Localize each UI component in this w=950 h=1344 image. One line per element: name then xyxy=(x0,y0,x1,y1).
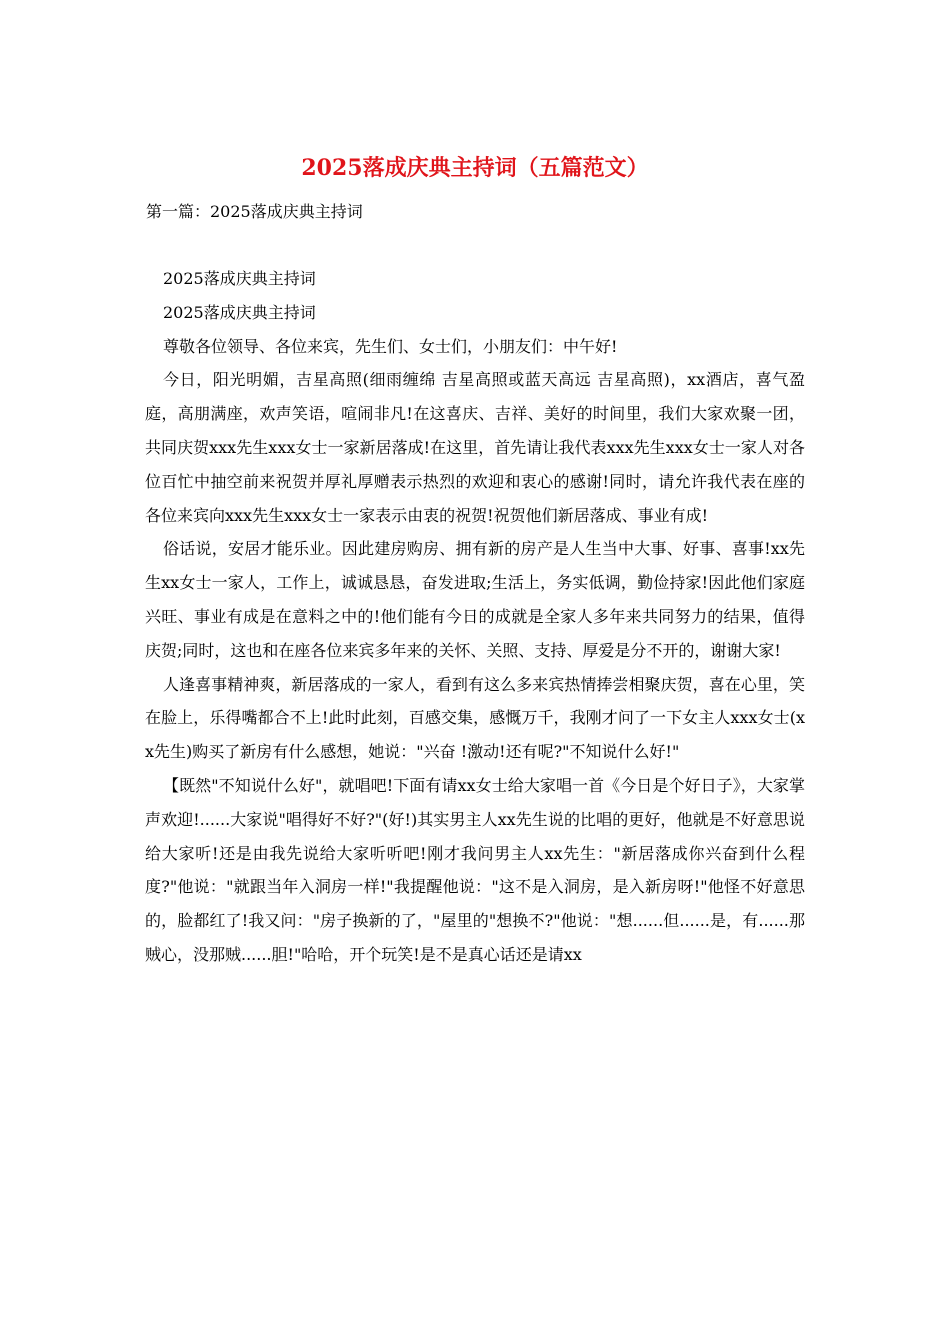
section-heading: 第一篇：2025落成庆典主持词 xyxy=(146,202,363,221)
document-title: 2025落成庆典主持词（五篇范文） xyxy=(301,155,649,181)
paragraph-song: 【既然"不知说什么好"，就唱吧!下面有请xx女士给大家唱一首《今日是个好日子》，大家掌声欢迎!......大家说"唱得好不好?"(好!)其实男主人xx先生说的比唱的更好，他就是不好意思说给大家听!还是由我先说给大家听听吧!刚才我问男主人xx先生："新居落成你兴奋到什么程度?"他说："就跟当年入洞房一样!"我提醒他说："这不是入洞房，是入新房呀!"他怪不好意思的，脸都红了!我又问："房子换新的了，"屋里的"想换不?"他说："想......但......是，有......那贼心，没那贼......胆!"哈哈，开个玩笑!是不是真心话还是请xx xyxy=(145,775,805,964)
paragraph-subtitle-2: 2025落成庆典主持词 xyxy=(163,302,316,322)
paragraph-proverb: 俗话说，安居才能乐业。因此建房购房、拥有新的房产是人生当中大事、好事、喜事!xx先生xx女士一家人，工作上，诚诚恳恳，奋发进取;生活上，务实低调，勤俭持家!因此他们家庭兴旺、事业有成是在意料之中的!他们能有今日的成就是全家人多年来共同努力的结果，值得庆贺;同时，这也和在座各位来宾多年来的关怀、关照、支持、厚爱是分不开的，谢谢大家! xyxy=(145,539,805,660)
paragraph-opening: 今日，阳光明媚，吉星高照(细雨缠绵 吉星高照或蓝天高远 吉星高照)，xx酒店，喜气盈庭，高朋满座，欢声笑语，喧闹非凡!在这喜庆、吉祥、美好的时间里，我们大家欢聚一团，共同庆贺xxx先生xxx女士一家新居落成!在这里，首先请让我代表xxx先生xxx女士一家人对各位百忙中抽空前来祝贺并厚礼厚赠表示热烈的欢迎和衷心的感谢!同时，请允许我代表在座的各位来宾向xxx先生xxx女士一家表示由衷的祝贺!祝贺他们新居落成、事业有成! xyxy=(145,370,805,525)
paragraph-subtitle-1: 2025落成庆典主持词 xyxy=(163,269,316,288)
paragraph-joy: 人逢喜事精神爽，新居落成的一家人，看到有这么多来宾热情捧尝相聚庆贺，喜在心里，笑在脸上，乐得嘴都合不上!此时此刻，百感交集，感慨万千，我刚才问了一下女主人xxx女士(xx先生)购买了新房有什么感想，她说："兴奋 !激动!还有呢?"不知说什么好!" xyxy=(145,674,805,762)
paragraph-greeting: 尊敬各位领导、各位来宾，先生们、女士们，小朋友们：中午好! xyxy=(163,336,618,356)
document-body xyxy=(145,262,805,972)
